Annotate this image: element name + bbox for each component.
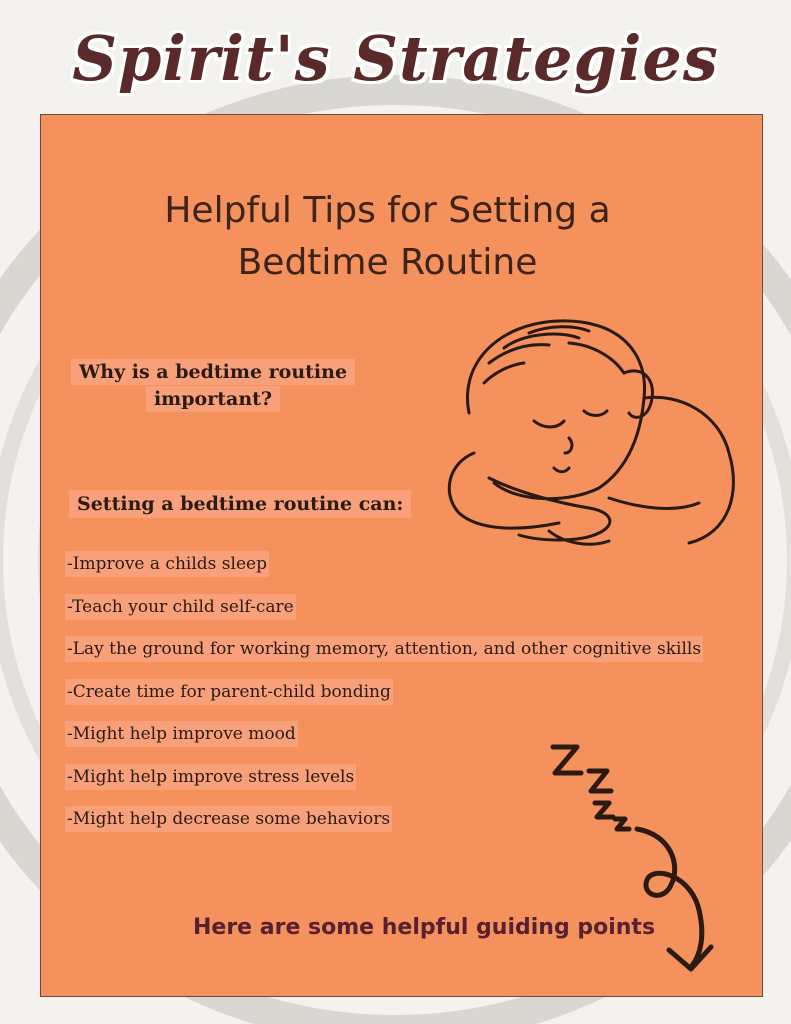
guiding-points-text: Here are some helpful guiding points bbox=[193, 915, 656, 940]
tip-text: -Might help improve mood bbox=[65, 721, 298, 747]
sleeping-baby-icon bbox=[429, 303, 759, 563]
tips-card bbox=[40, 114, 763, 997]
list-item bbox=[65, 679, 703, 722]
list-item bbox=[65, 636, 703, 679]
tip-text: -Teach your child self-care bbox=[65, 594, 296, 620]
page-heading bbox=[41, 185, 734, 289]
heading-line-1: Helpful Tips for Setting a bbox=[164, 190, 611, 231]
why-question bbox=[63, 359, 363, 413]
list-item bbox=[65, 594, 703, 637]
tip-text: -Improve a childs sleep bbox=[65, 551, 269, 577]
why-line-1: Why is a bedtime routine bbox=[71, 359, 355, 385]
setting-label bbox=[69, 493, 411, 515]
why-line-2: important? bbox=[146, 386, 280, 412]
tip-text: -Might help improve stress levels bbox=[65, 764, 356, 790]
tip-text: -Might help decrease some behaviors bbox=[65, 806, 392, 832]
heading-line-2: Bedtime Routine bbox=[237, 242, 538, 283]
setting-label-text: Setting a bedtime routine can: bbox=[69, 490, 411, 518]
tip-text: -Lay the ground for working memory, attention, and other cognitive skills bbox=[65, 636, 703, 662]
tip-text: -Create time for parent-child bonding bbox=[65, 679, 393, 705]
brand-title: Spirit's Strategies bbox=[72, 22, 719, 95]
